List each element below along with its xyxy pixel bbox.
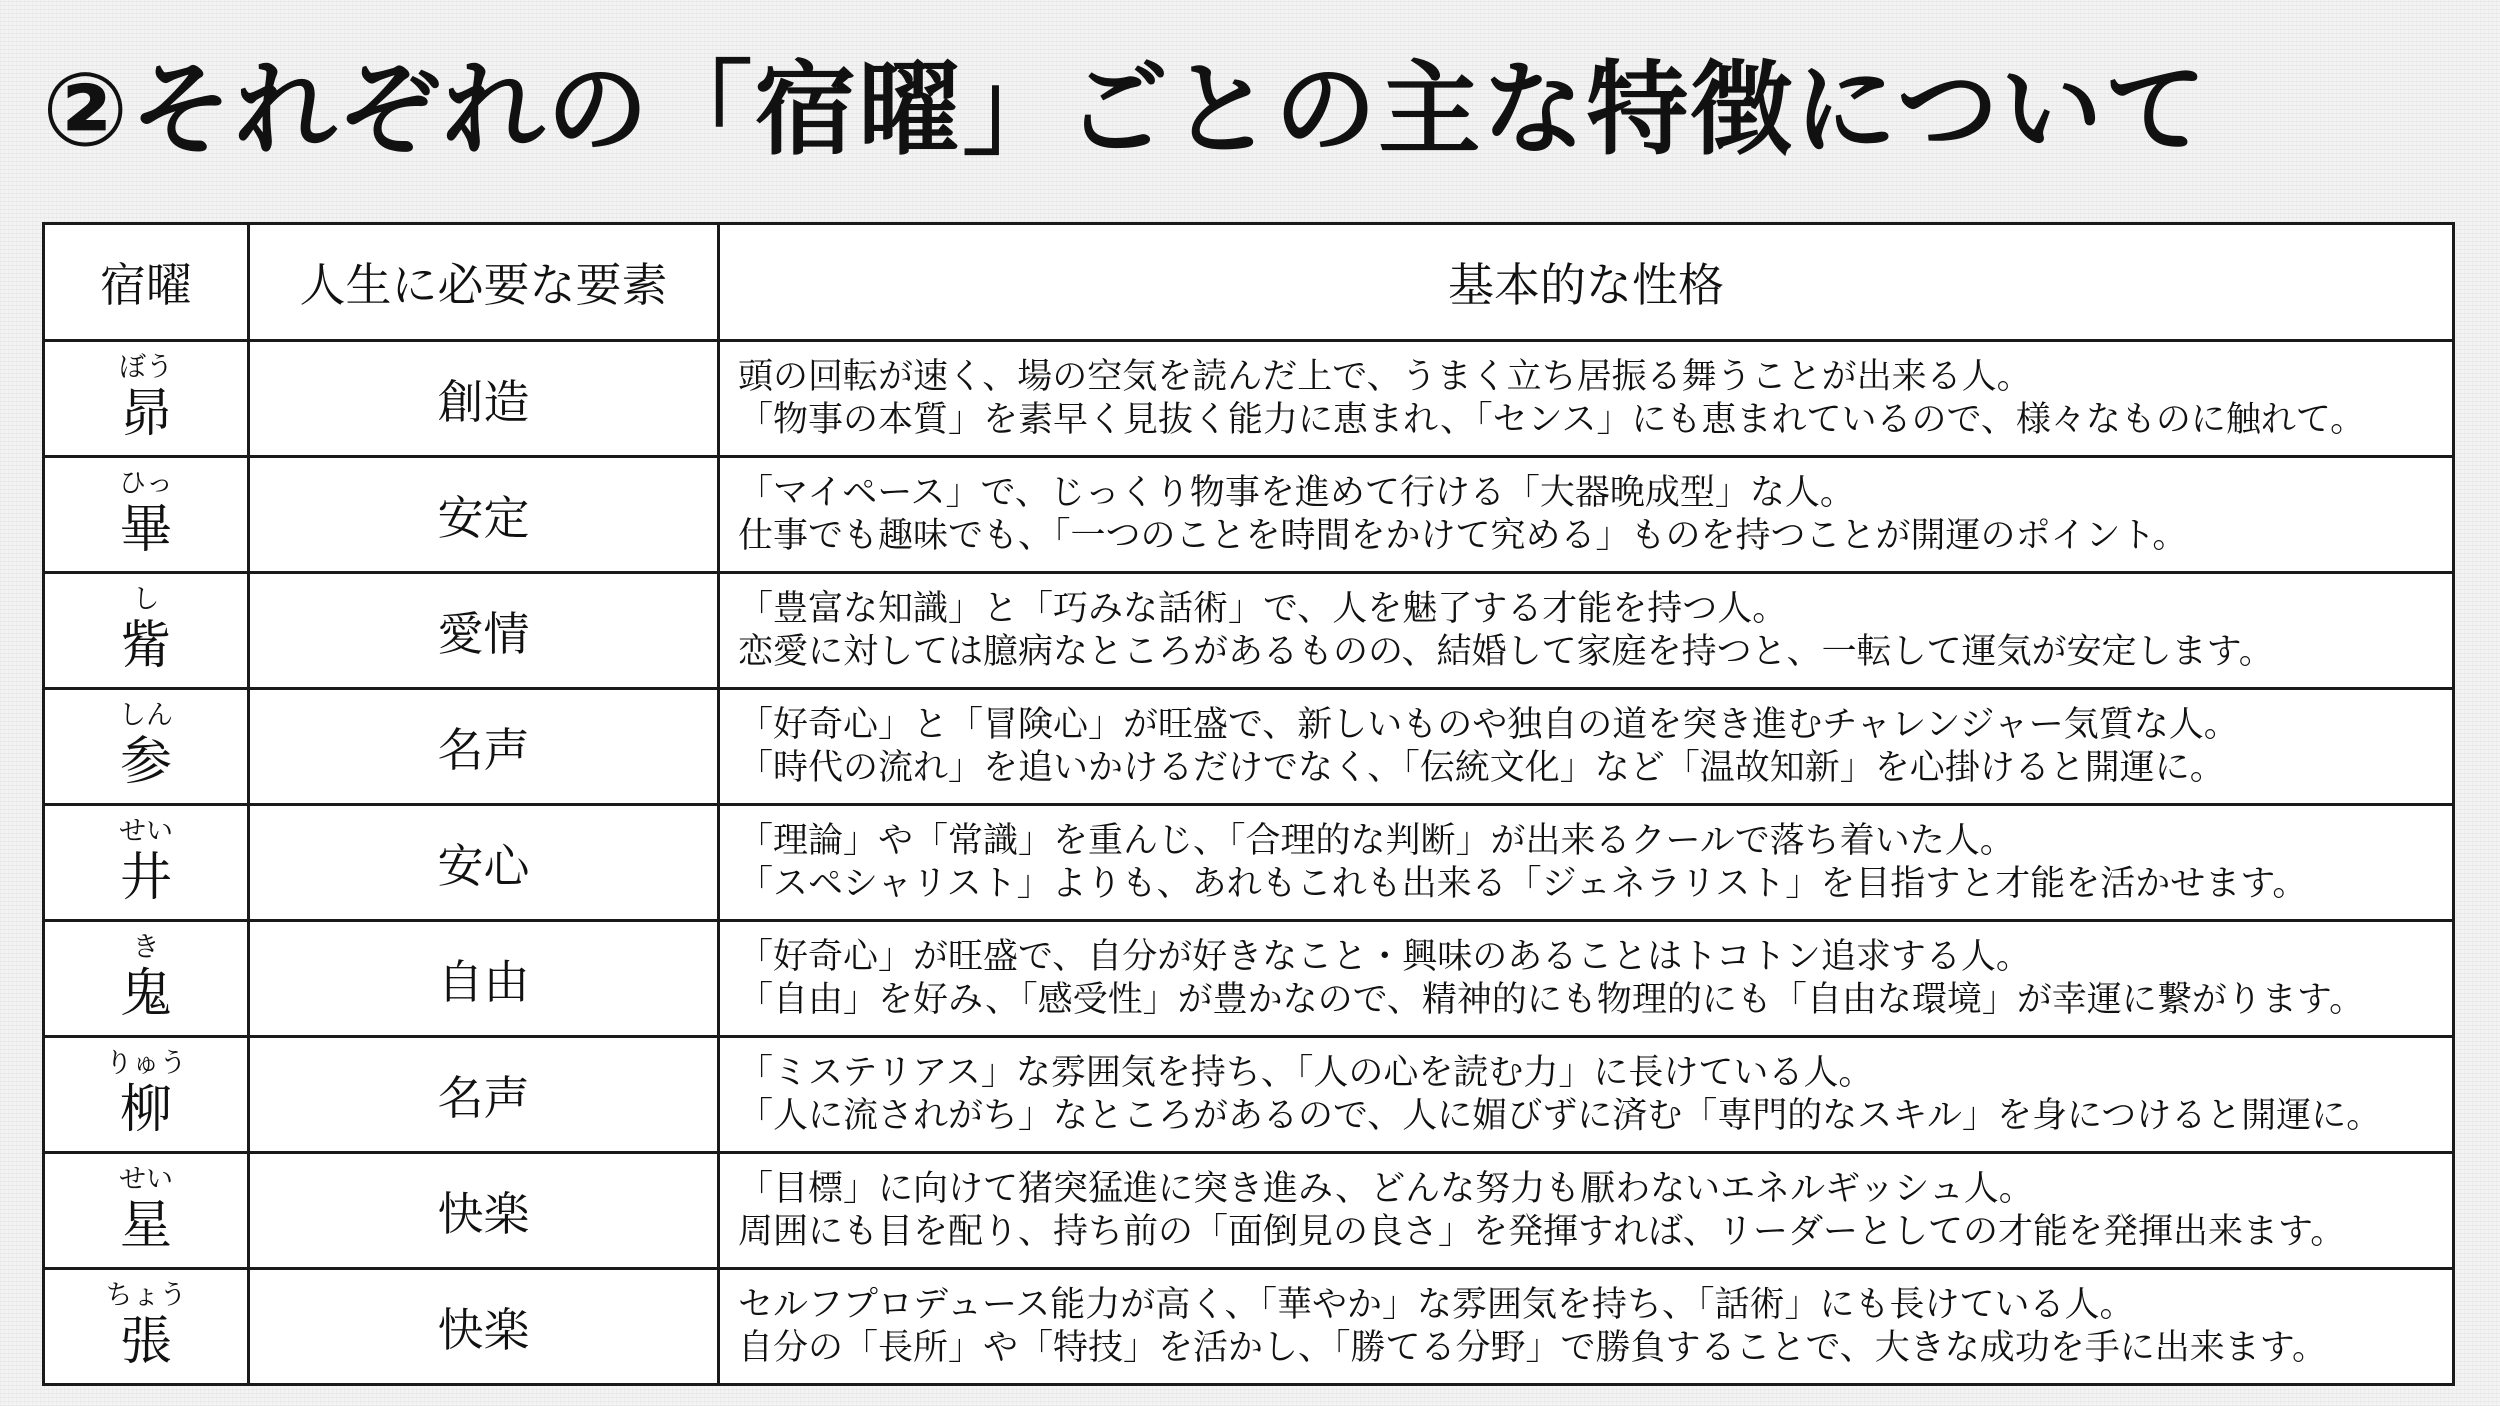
element-cell: 自由 <box>249 921 719 1037</box>
mansion-name: 張 <box>119 1311 172 1372</box>
personality-cell <box>719 1037 2454 1153</box>
personality-line: 「時代の流れ」を追いかけるだけでなく、「伝統文化」など「温故知新」を心掛けると開運に。 <box>738 747 2225 788</box>
table-body <box>44 341 2454 1385</box>
element-cell: 安定 <box>249 457 719 573</box>
mansion-name: 柳 <box>119 1079 172 1140</box>
header-personality: 基本的な性格 <box>719 224 2454 341</box>
table-row <box>44 341 2454 457</box>
personality-line: 「マイペース」で、じっくり物事を進めて行ける「大器晩成型」な人。 <box>738 472 1855 513</box>
mansion-table <box>42 222 2455 1386</box>
personality-line: 「ミステリアス」な雰囲気を持ち、「人の心を読む力」に長けている人。 <box>738 1052 1874 1093</box>
personality-line: 「自由」を好み、「感受性」が豊かなので、精神的にも物理的にも「自由な環境」が幸運に繋がります。 <box>738 979 2365 1020</box>
table-row <box>44 457 2454 573</box>
personality-line: 「豊富な知識」と「巧みな話術」で、人を魅了する才能を持つ人。 <box>738 588 1788 629</box>
mansion-reading: ちょう <box>105 1279 187 1311</box>
personality-cell <box>719 573 2454 689</box>
element-cell: 快楽 <box>249 1153 719 1269</box>
table-header-row <box>44 224 2454 341</box>
mansion-cell <box>44 1153 249 1269</box>
personality-cell <box>719 921 2454 1037</box>
element-cell: 安心 <box>249 805 719 921</box>
table-row <box>44 805 2454 921</box>
mansion-cell <box>44 457 249 573</box>
element-cell: 名声 <box>249 689 719 805</box>
mansion-reading: しん <box>119 699 173 731</box>
mansion-name: 鬼 <box>119 963 172 1024</box>
personality-line: 自分の「長所」や「特技」を活かし、「勝てる分野」で勝負することで、大きな成功を手に出来ます。 <box>738 1327 2328 1368</box>
element-cell: 創造 <box>249 341 719 457</box>
page-title: ②それぞれの「宿曜」ごとの主な特徴について <box>42 51 2209 170</box>
personality-line: 頭の回転が速く、場の空気を読んだ上で、うまく立ち居振る舞うことが出来る人。 <box>738 356 2032 397</box>
mansion-reading: せい <box>119 815 173 847</box>
mansion-name: 昴 <box>119 383 172 444</box>
mansion-reading: ひっ <box>119 467 173 499</box>
mansion-cell <box>44 689 249 805</box>
personality-cell <box>719 805 2454 921</box>
table-row <box>44 1153 2454 1269</box>
mansion-name: 觜 <box>119 615 172 676</box>
mansion-name: 畢 <box>119 499 172 560</box>
mansion-cell <box>44 921 249 1037</box>
personality-line: 仕事でも趣味でも、「一つのことを時間をかけて究める」ものを持つことが開運のポイント。 <box>738 515 2188 556</box>
mansion-cell <box>44 1037 249 1153</box>
mansion-reading: りゅう <box>105 1047 187 1079</box>
mansion-reading: せい <box>119 1163 173 1195</box>
header-mansion: 宿曜 <box>44 224 249 341</box>
mansion-reading: し <box>132 583 160 615</box>
table-row <box>44 689 2454 805</box>
mansion-cell <box>44 341 249 457</box>
mansion-cell <box>44 805 249 921</box>
mansion-reading: き <box>132 931 160 963</box>
personality-line: 「物事の本質」を素早く見抜く能力に恵まれ、「センス」にも恵まれているので、様々なものに触れて。 <box>738 399 2366 440</box>
personality-cell <box>719 689 2454 805</box>
personality-cell <box>719 1269 2454 1385</box>
table-row <box>44 921 2454 1037</box>
personality-line: 「理論」や「常識」を重んじ、「合理的な判断」が出来るクールで落ち着いた人。 <box>738 820 2015 861</box>
element-cell: 名声 <box>249 1037 719 1153</box>
table-row <box>44 1037 2454 1153</box>
personality-line: 「人に流されがち」なところがあるので、人に媚びずに済む「専門的なスキル」を身につけると開運に。 <box>738 1095 2382 1136</box>
personality-line: 「スペシャリスト」よりも、あれもこれも出来る「ジェネラリスト」を目指すと才能を活かせます。 <box>738 863 2308 904</box>
personality-cell <box>719 341 2454 457</box>
personality-cell <box>719 457 2454 573</box>
mansion-cell <box>44 573 249 689</box>
personality-line: 「好奇心」と「冒険心」が旺盛で、新しいものや独自の道を突き進むチャレンジャー気質な人。 <box>738 704 2239 745</box>
mansion-reading: ぼう <box>119 351 173 383</box>
table-row <box>44 1269 2454 1385</box>
personality-line: 「目標」に向けて猪突猛進に突き進み、どんな努力も厭わないエネルギッシュ人。 <box>738 1168 2034 1209</box>
header-element: 人生に必要な要素 <box>249 224 719 341</box>
mansion-name: 星 <box>119 1195 172 1256</box>
table-row <box>44 573 2454 689</box>
mansion-cell <box>44 1269 249 1385</box>
personality-line: セルフプロデュース能力が高く、「華やか」な雰囲気を持ち、「話術」にも長けている人。 <box>738 1284 2135 1325</box>
mansion-name: 参 <box>119 731 172 792</box>
element-cell: 快楽 <box>249 1269 719 1385</box>
element-cell: 愛情 <box>249 573 719 689</box>
personality-line: 恋愛に対しては臆病なところがあるものの、結婚して家庭を持つと、一転して運気が安定します。 <box>738 631 2274 672</box>
mansion-name: 井 <box>119 847 172 908</box>
personality-line: 「好奇心」が旺盛で、自分が好きなこと・興味のあることはトコトン追求する人。 <box>738 936 2031 977</box>
personality-cell <box>719 1153 2454 1269</box>
personality-line: 周囲にも目を配り、持ち前の「面倒見の良さ」を発揮すれば、リーダーとしての才能を発揮出来ます。 <box>738 1211 2346 1252</box>
